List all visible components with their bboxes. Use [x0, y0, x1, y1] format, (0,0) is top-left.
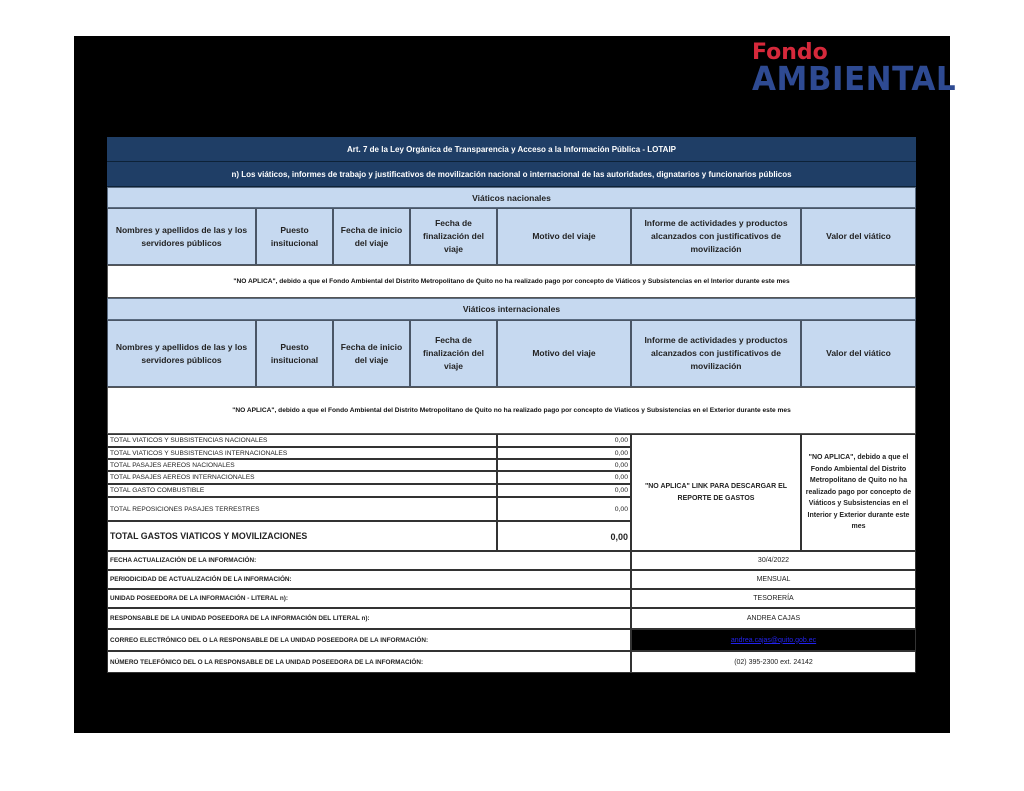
info-label-correo: CORREO ELECTRÓNICO DEL O LA RESPONSABLE DE LA UNIDAD POSEEDORA DE LA INFORMACIÓN:	[107, 629, 631, 651]
logo-line-2: AMBIENTAL	[752, 60, 957, 99]
info-label-telefono: NÚMERO TELEFÓNICO DEL O LA RESPONSABLE DE LA UNIDAD POSEEDORA DE LA INFORMACIÓN:	[107, 651, 631, 673]
logo-line-1: Fondo	[752, 40, 828, 65]
table-title: Art. 7 de la Ley Orgánica de Transparencia y Acceso a la Información Pública - LOTAIP	[107, 137, 916, 162]
column-header-fecha-fin: Fecha de finalización del viaje	[410, 320, 497, 387]
total-value: 0,00	[497, 484, 631, 497]
total-label: TOTAL PASAJES AEREOS INTERNACIONALES	[107, 471, 497, 484]
column-header-valor: Valor del viático	[801, 208, 916, 265]
total-value: 0,00	[497, 471, 631, 484]
column-header-informe: Informe de actividades y productos alcanzados con justificativos de movilización	[631, 208, 801, 265]
info-value-fecha: 30/4/2022	[631, 551, 916, 570]
totals-no-aplica-note: "NO APLICA", debido a que el Fondo Ambiental del Distrito Metropolitano de Quito no ha realizado pago por concepto de Viáticos y Subsistencias en el Interior y Exterior durante este mes	[801, 434, 916, 551]
column-header-valor: Valor del viático	[801, 320, 916, 387]
grand-total-value: 0,00	[497, 521, 631, 551]
total-label: TOTAL GASTO COMBUSTIBLE	[107, 484, 497, 497]
column-header-puesto: Puesto insitucional	[256, 208, 333, 265]
fondo-ambiental-logo	[752, 40, 957, 99]
info-value-responsable: ANDREA CAJAS	[631, 608, 916, 629]
column-header-motivo: Motivo del viaje	[497, 208, 631, 265]
total-label: TOTAL REPOSICIONES PASAJES TERRESTRES	[107, 497, 497, 521]
column-header-motivo: Motivo del viaje	[497, 320, 631, 387]
total-label: TOTAL PASAJES AEREOS NACIONALES	[107, 459, 497, 471]
column-header-fecha-fin: Fecha de finalización del viaje	[410, 208, 497, 265]
section-viaticos-internacionales: Viáticos internacionales	[107, 298, 916, 320]
info-label-responsable: RESPONSABLE DE LA UNIDAD POSEEDORA DE LA INFORMACIÓN DEL LITERAL n):	[107, 608, 631, 629]
internacionales-no-aplica-note: "NO APLICA", debido a que el Fondo Ambiental del Distrito Metropolitano de Quito no ha realizado pago por concepto de Viaticos y Subsistencias en el Exterior durante este mes	[107, 387, 916, 434]
total-value: 0,00	[497, 497, 631, 521]
column-header-nombres: Nombres y apellidos de las y los servidores públicos	[107, 208, 256, 265]
email-link[interactable]: andrea.cajas@quito.gob.ec	[631, 629, 916, 651]
total-value: 0,00	[497, 447, 631, 459]
info-value-unidad: TESORERÍA	[631, 589, 916, 608]
info-label-periodicidad: PERIODICIDAD DE ACTUALIZACIÓN DE LA INFORMACIÓN:	[107, 570, 631, 589]
table-subtitle: n) Los viáticos, informes de trabajo y justificativos de movilización nacional o internacional de las autoridades, dignatarios y funcionarios públicos	[107, 162, 916, 187]
column-header-nombres: Nombres y apellidos de las y los servidores públicos	[107, 320, 256, 387]
grand-total-label: TOTAL GASTOS VIATICOS Y MOVILIZACIONES	[107, 521, 497, 551]
info-value-periodicidad: MENSUAL	[631, 570, 916, 589]
section-viaticos-nacionales: Viáticos nacionales	[107, 187, 916, 208]
nacionales-no-aplica-note: "NO APLICA", debido a que el Fondo Ambiental del Distrito Metropolitano de Quito no ha realizado pago por concepto de Viáticos y Subsistencias en el Interior durante este mes	[107, 265, 916, 298]
total-label: TOTAL VIATICOS Y SUBSISTENCIAS INTERNACIONALES	[107, 447, 497, 459]
report-download-link[interactable]: "NO APLICA" LINK PARA DESCARGAR EL REPORTE DE GASTOS	[631, 434, 801, 551]
info-label-fecha: FECHA ACTUALIZACIÓN DE LA INFORMACIÓN:	[107, 551, 631, 570]
info-value-telefono: (02) 395-2300 ext. 24142	[631, 651, 916, 673]
info-label-unidad: UNIDAD POSEEDORA DE LA INFORMACIÓN - LITERAL n):	[107, 589, 631, 608]
total-value: 0,00	[497, 434, 631, 447]
column-header-fecha-inicio: Fecha de inicio del viaje	[333, 320, 410, 387]
column-header-puesto: Puesto insitucional	[256, 320, 333, 387]
total-label: TOTAL VIATICOS Y SUBSISTENCIAS NACIONALES	[107, 434, 497, 447]
column-header-informe: Informe de actividades y productos alcanzados con justificativos de movilización	[631, 320, 801, 387]
column-header-fecha-inicio: Fecha de inicio del viaje	[333, 208, 410, 265]
total-value: 0,00	[497, 459, 631, 471]
